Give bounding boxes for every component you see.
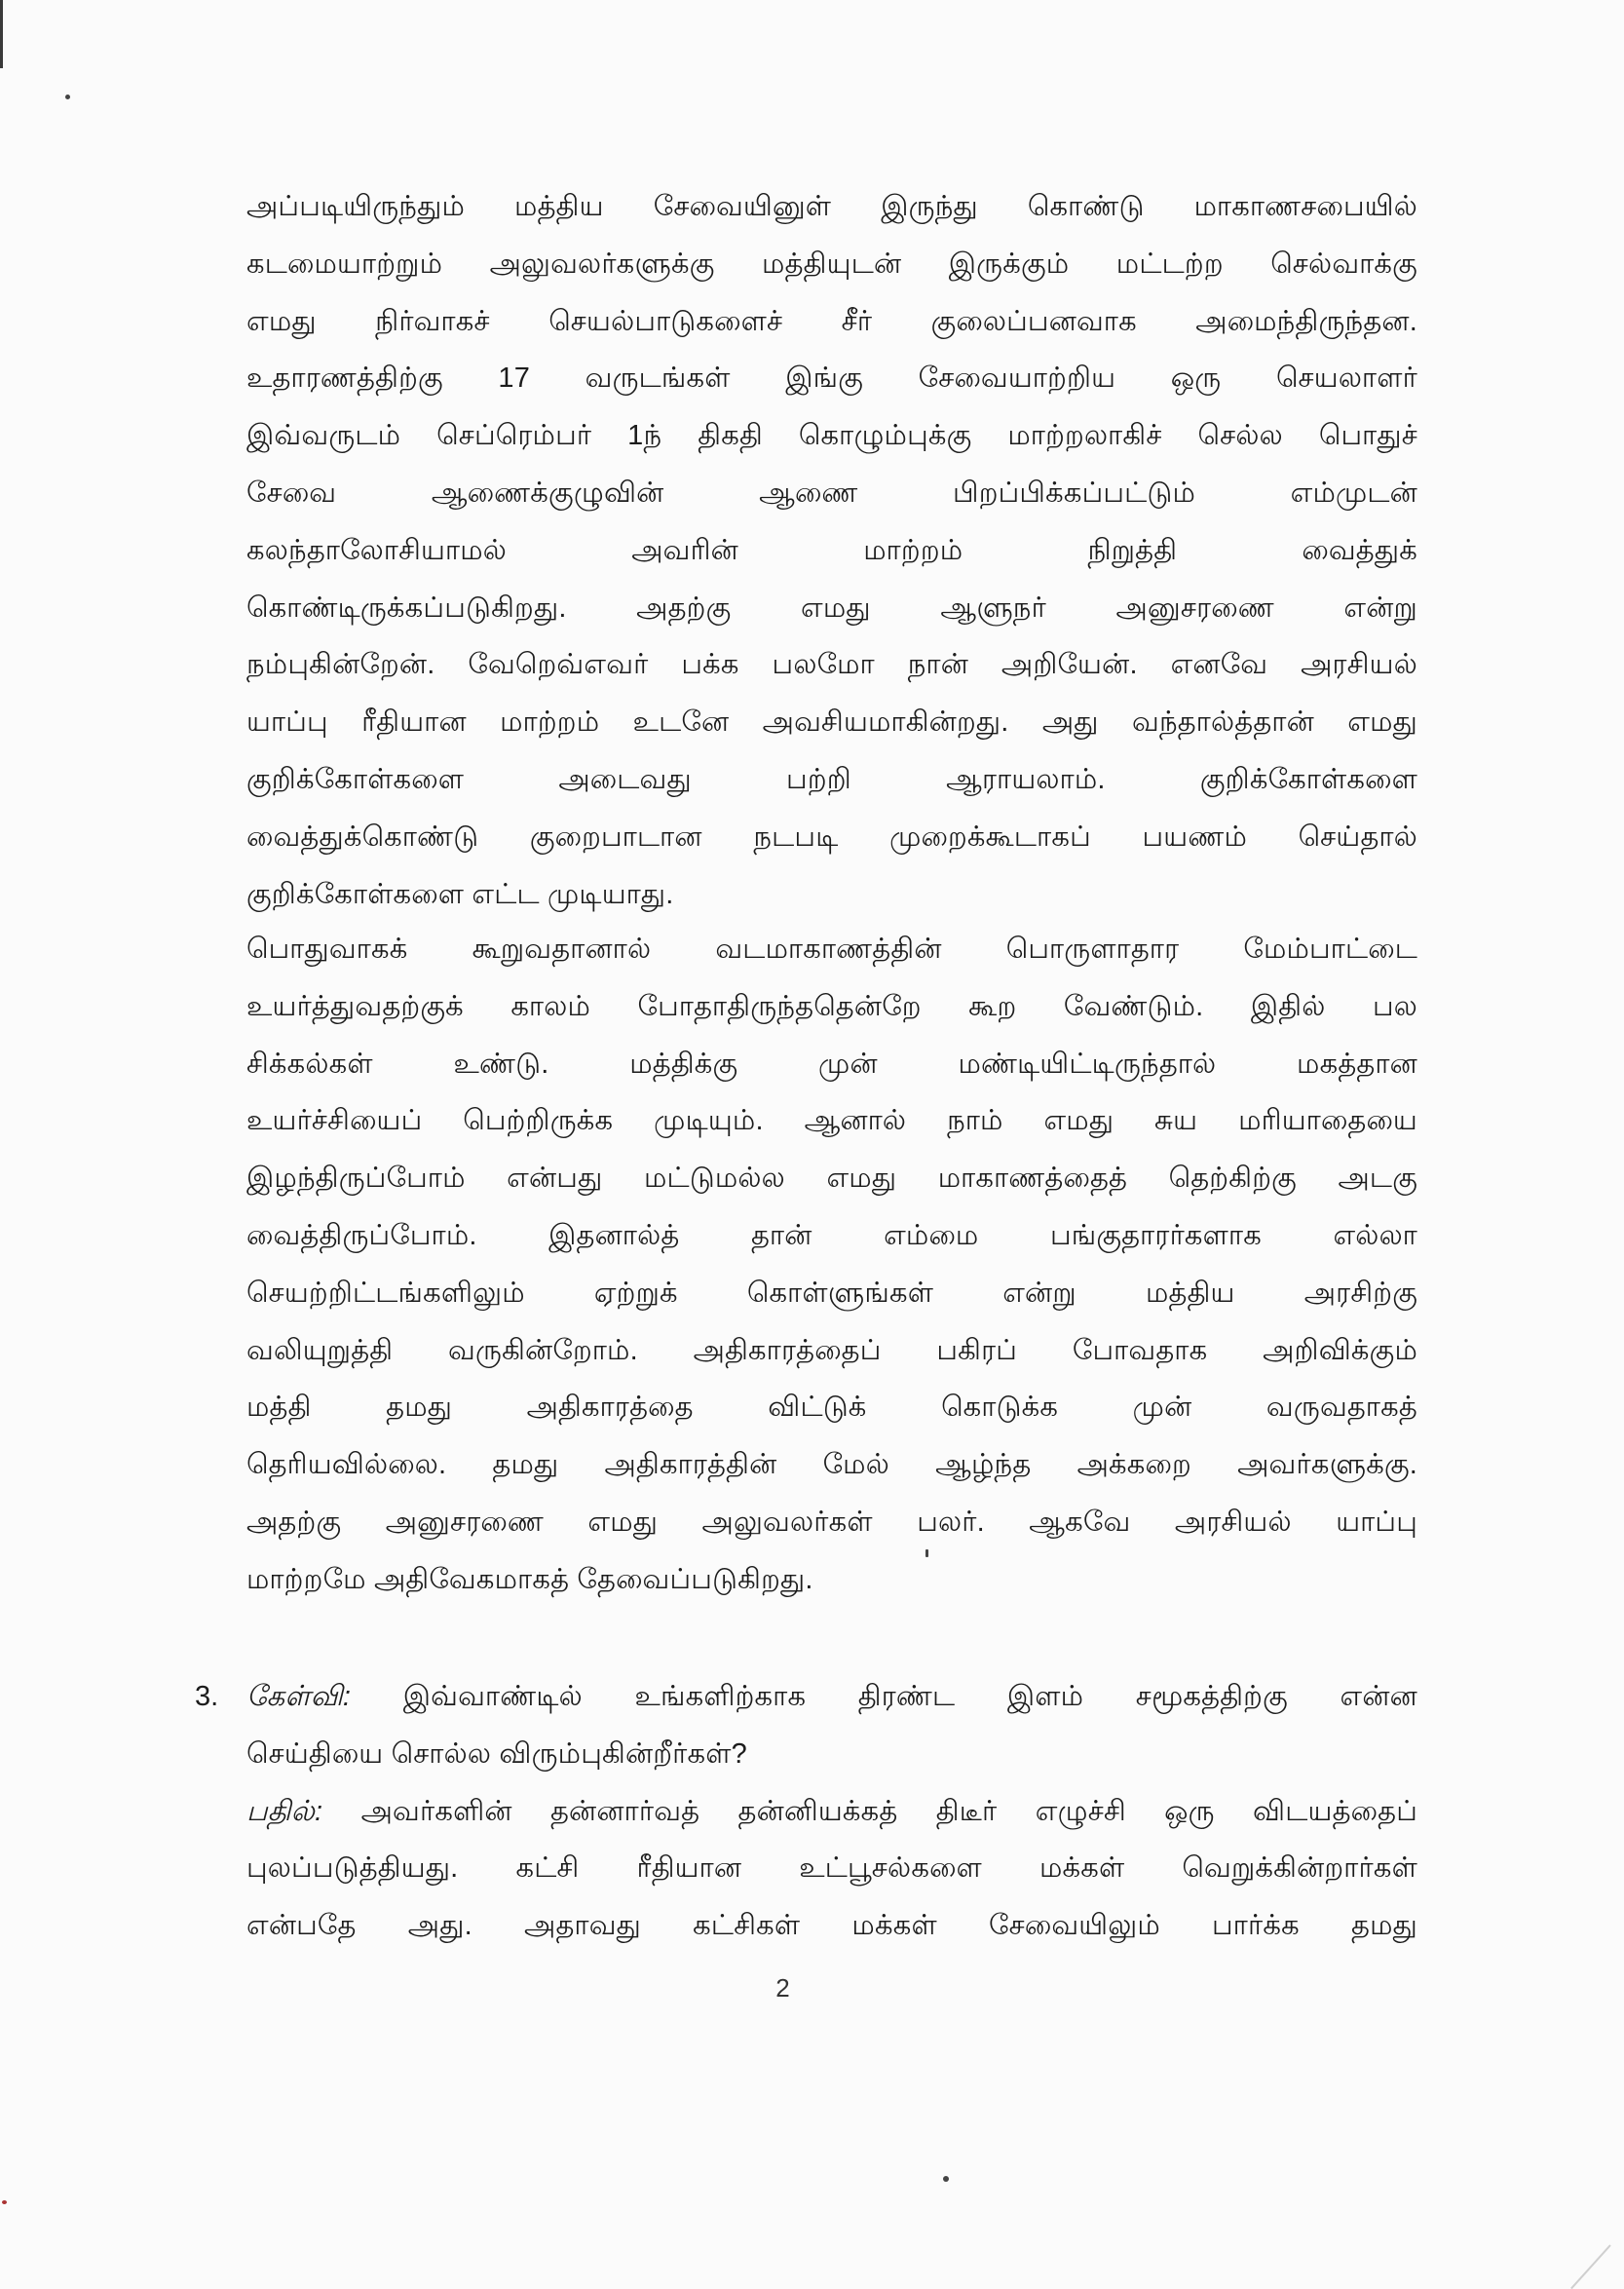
question-line: செய்தியை சொல்ல விரும்புகின்றீர்கள்? <box>246 1737 747 1770</box>
paragraph-2 <box>246 921 1417 1609</box>
answer-line <box>246 1783 1417 1841</box>
text-line: வைத்துக்கொண்டு குறைபாடான நடபடி முறைக்கூடாகப் பயணம் செய்தால் <box>246 820 1417 853</box>
text-line: வைத்திருப்போம். இதனால்த் தான் எம்மை பங்குதாரர்களாக எல்லா <box>246 1219 1417 1251</box>
question-text: இவ்வாண்டில் உங்களிற்காக திரண்ட இளம் சமூகத்திற்கு என்ன <box>402 1681 1417 1712</box>
question-label: கேள்வி: <box>246 1681 352 1712</box>
text-line: அதற்கு அனுசரணை எமது அலுவலர்கள் பலர். ஆகவே அரசியல் யாப்பு <box>246 1506 1417 1538</box>
text-line: இவ்வருடம் செப்ரெம்பர் 1ந் திகதி கொழும்புக்கு மாற்றலாகிச் செல்ல பொதுச் <box>246 420 1417 452</box>
text-line: அப்படியிருந்தும் மத்திய சேவையினுள் இருந்து கொண்டு மாகாணசபையில் <box>246 191 1417 222</box>
text-line: மாற்றமே அதிவேகமாகத் தேவைப்படுகிறது. <box>246 1563 813 1595</box>
scan-edge-shadow <box>0 0 3 68</box>
answer-text: அவர்களின் தன்னார்வத் தன்னியக்கத் திடீர் எழுச்சி ஒரு விடயத்தைப் <box>360 1795 1417 1827</box>
scan-speck <box>925 1549 928 1557</box>
text-line: யாப்பு ரீதியான மாற்றம் உடனே அவசியமாகின்றது. அது வந்தால்த்தான் எமது <box>246 706 1417 739</box>
text-line: பொதுவாகக் கூறுவதானால் வடமாகாணத்தின் பொருளாதார மேம்பாட்டை <box>246 934 1417 965</box>
text-line: உயர்த்துவதற்குக் காலம் போதாதிருந்ததென்றே கூற வேண்டும். இதில் பல <box>246 990 1417 1022</box>
question-number: 3. <box>195 1681 219 1712</box>
scan-speck <box>2 2200 7 2204</box>
text-line: சேவை ஆணைக்குழுவின் ஆணை பிறப்பிக்கப்பட்டும் எம்முடன் <box>246 477 1417 509</box>
scan-speck <box>943 2176 949 2182</box>
text-line: குறிக்கோள்களை அடைவது பற்றி ஆராயலாம். குறிக்கோள்களை <box>246 763 1417 795</box>
text-line: கடமையாற்றும் அலுவலர்களுக்கு மத்தியுடன் இருக்கும் மட்டற்ற செல்வாக்கு <box>246 248 1417 280</box>
text-line: சிக்கல்கள் உண்டு. மத்திக்கு முன் மண்டியிட்டிருந்தால் மகத்தான <box>246 1048 1417 1080</box>
page-fold-mark <box>1570 2244 1611 2289</box>
scan-speck <box>65 95 70 99</box>
text-line: உயர்ச்சியைப் பெற்றிருக்க முடியும். ஆனால் நாம் எமது சுய மரியாதையை <box>246 1105 1417 1137</box>
text-line: மத்தி தமது அதிகாரத்தை விட்டுக் கொடுக்க முன் வருவதாகத் <box>246 1392 1417 1424</box>
text-line: தெரியவில்லை. தமது அதிகாரத்தின் மேல் ஆழ்ந்த அக்கறை அவர்களுக்கு. <box>246 1449 1417 1481</box>
page-number: 2 <box>775 1973 790 2003</box>
answer-line: என்பதே அது. அதாவது கட்சிகள் மக்கள் சேவையிலும் பார்க்க தமது <box>246 1910 1417 1942</box>
text-line: கலந்தாலோசியாமல் அவரின் மாற்றம் நிறுத்தி வைத்துக் <box>246 534 1417 566</box>
question-3 <box>246 1668 1417 1955</box>
answer-line: புலப்படுத்தியது. கட்சி ரீதியான உட்பூசல்களை மக்கள் வெறுக்கின்றார்கள் <box>246 1852 1417 1885</box>
text-line: குறிக்கோள்களை எட்ட முடியாது. <box>246 878 674 910</box>
text-line: இழந்திருப்போம் என்பது மட்டுமல்ல எமது மாகாணத்தைத் தெற்கிற்கு அடகு <box>246 1163 1417 1195</box>
text-line: கொண்டிருக்கப்படுகிறது. அதற்கு எமது ஆளுநர் அனுசரணை என்று <box>246 591 1417 624</box>
text-line: செயற்றிட்டங்களிலும் ஏற்றுக் கொள்ளுங்கள் என்று மத்திய அரசிற்கு <box>246 1277 1417 1309</box>
text-line: எமது நிர்வாகச் செயல்பாடுகளைச் சீர் குலைப்பனவாக அமைந்திருந்தன. <box>246 305 1417 337</box>
answer-label: பதில்: <box>246 1795 323 1827</box>
question-line <box>246 1668 1417 1726</box>
paragraph-1 <box>246 178 1417 923</box>
text-line: உதாரணத்திற்கு 17 வருடங்கள் இங்கு சேவையாற்றிய ஒரு செயலாளர் <box>246 362 1417 395</box>
text-line: நம்புகின்றேன். வேறெவ்எவர் பக்க பலமோ நான் அறியேன். எனவே அரசியல் <box>246 649 1417 681</box>
text-line: வலியுறுத்தி வருகின்றோம். அதிகாரத்தைப் பகிரப் போவதாக அறிவிக்கும் <box>246 1334 1417 1366</box>
